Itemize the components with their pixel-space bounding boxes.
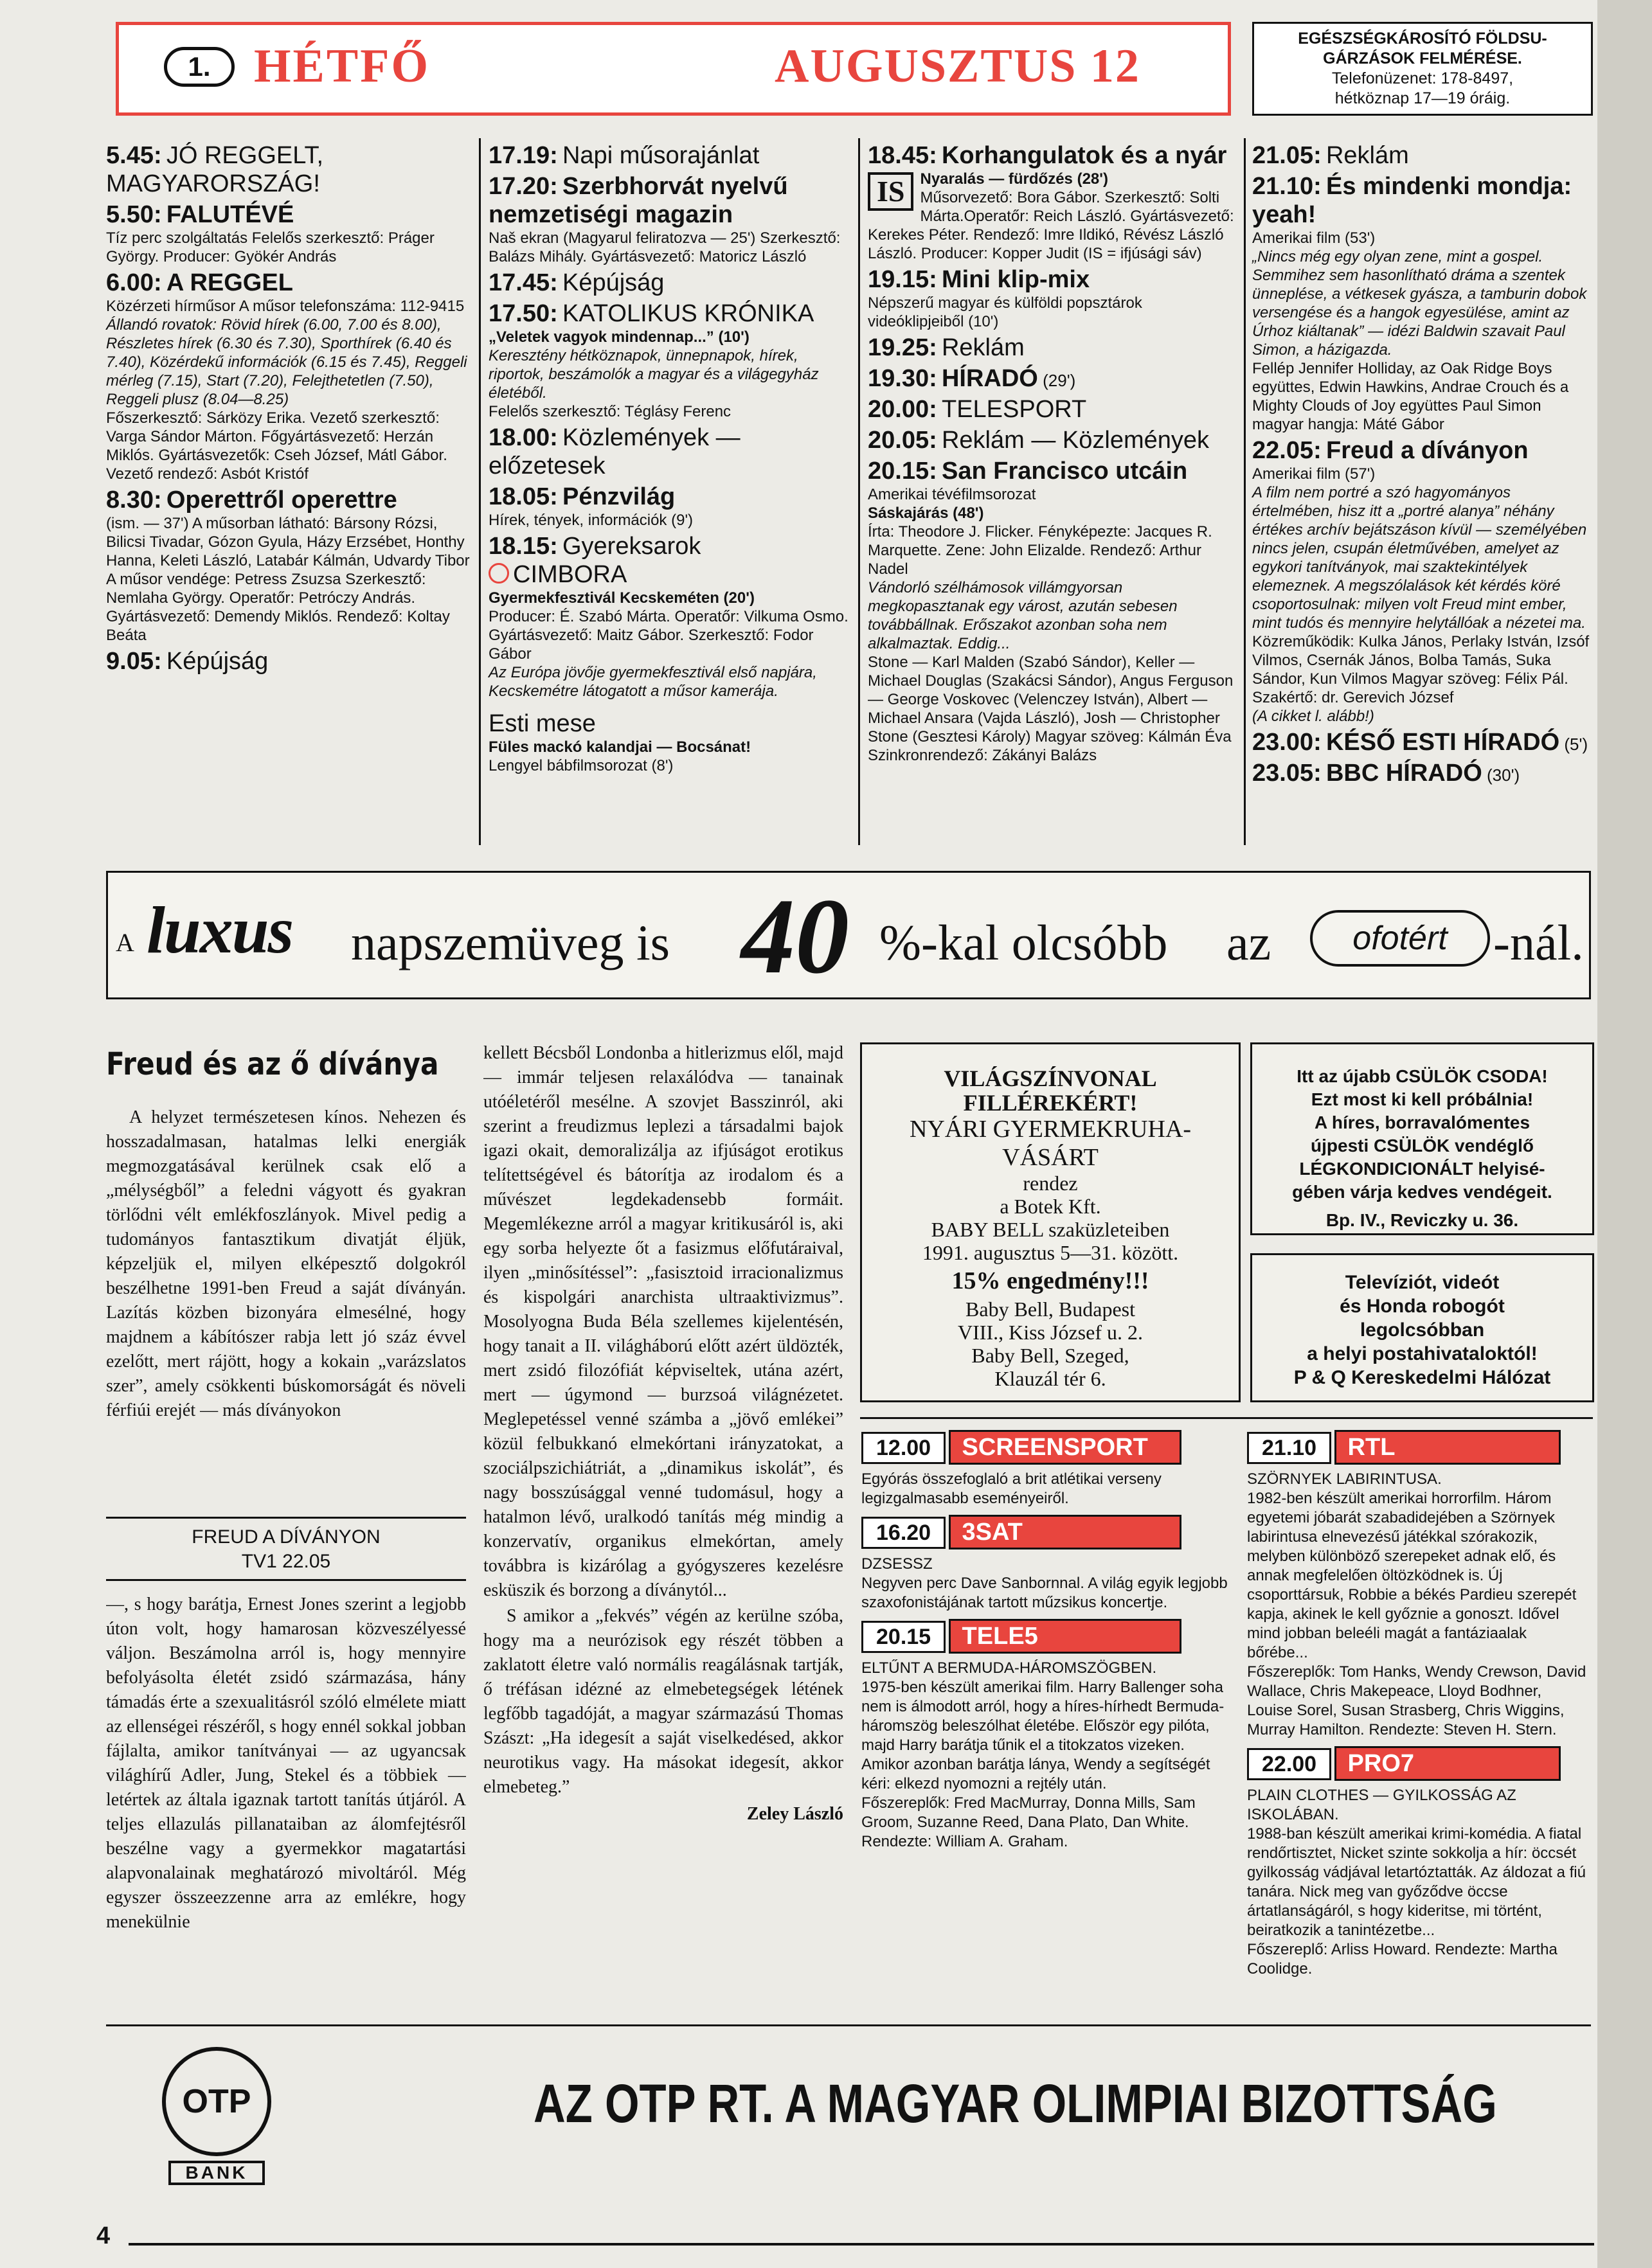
otp-logo-text: OTP — [182, 2083, 251, 2120]
channel-logo-text: 1. — [188, 51, 211, 82]
program-1719: 17.19: Napi műsorajánlat — [489, 142, 760, 169]
satellite-column-right — [1247, 1430, 1591, 1979]
sunglasses-ad — [106, 871, 1591, 999]
channel-tele5: 20.15 TELE5 ELTŰNT A BERMUDA-HÁROMSZÖGBEN. 1975-ben készült amerikai film. Harry Ballenger soha nem is álmodott arról, hogy a híres-hírhedt Bermuda-háromszög beleszólhat életébe. Először egy pilóta, majd Harry barátja tűnik el a titokzatos vizeken. Amikor azonban barátja lánya, Wendy a segítségét kéri: elkezd nyomozni a rejtély után. Főszereplők: Fred MacMurray, Donna Mills, Sam Groom, Suzanne Reed, Dana Plato, Dan White. Rendezte: William A. Graham. — [861, 1619, 1228, 1852]
program-550: 5.50: FALUTÉVÉ Tíz perc szolgáltatás Felelős szerkesztő: Práger György. Producer: Gyökér András — [106, 201, 435, 265]
program-1745: 17.45: Képújság — [489, 269, 665, 296]
program-2300: 23.00: KÉSŐ ESTI HÍRADÓ (5') — [1252, 729, 1588, 756]
footer-divider — [106, 2024, 1591, 2026]
program-2205: 22.05: Freud a díványon Amerikai film (57') A film nem portré a szó hagyományos értelmében, hisz itt a „portré alanya” néhány értékes archív bejátszáson kívül — személyében nincs jelen, csupán életművében, amelyet az egykori tanítványok, mai szaktekintélyek elemeznek. A megszólalások két kérdés köré csoportosulnak: milyen volt Freud mint ember, mint tudós és mennyire helytállóak a nézetei ma. Közreműködik: Kulka János, Perlaky István, Izsóf Vilmos, Csernák János, Bolba Tamás, Suka Sándor, Kun Vilmos Magyar szöveg: Félix Pál. Szakértő: dr. Gerevich József (A cikket l. alább!) — [1252, 437, 1590, 725]
header-banner — [116, 22, 1231, 116]
page-number: 4 — [96, 2222, 111, 2249]
program-1930: 19.30: HÍRADÓ (29') — [868, 365, 1076, 392]
ad-number: 40 — [741, 877, 849, 996]
program-1805: 18.05: Pénzvilág Hírek, tények, információk (9') — [489, 483, 694, 529]
program-1925: 19.25: Reklám — [868, 334, 1025, 361]
ad-a: A — [116, 928, 134, 957]
survey-hours: hétköznap 17—19 óráig. — [1334, 89, 1511, 107]
program-2105: 21.05: Reklám — [1252, 142, 1409, 169]
footer-rule — [129, 2243, 1594, 2246]
program-1800: 18.00: Közlemények — előzetesek — [489, 424, 741, 479]
article-column-1b: —, s hogy barátja, Ernest Jones szerint a legjobb úton volt, hogy hamarosan közveszélyessé váljon. Beszámolna arról is, hogy mennyire befolyásolta életét zsidó származása, hány támadás érte a szexualitásról szóló elmélete miatt az ellenségei részéről, s hogy ennél sokkal jobban fájlalta, amikor tanítványai — az ugyancsak világhírű Adler, Jung, Stekel és a többiek — letértek az általa igaznak tartott tanítás útjáról. A teljes ellazulás pillanataiban az álomfejtésről beszélne vagy a gyermekkor magatartási alapvonalainak meghatározó mivoltáról. Még egyszer összeezzenne arra az emlékre, hogy menekülnie — [106, 1594, 466, 1932]
otp-slogan: AZ OTP RT. A MAGYAR OLIMPIAI BIZOTTSÁG — [534, 2073, 1497, 2134]
csulok-ad: Itt az újabb CSÜLÖK CSODA! Ezt most ki kell próbálnia! A híres, borravalómentes újpesti CSÜLÖK vendéglő LÉGKONDICIONÁLT helyisé- gében várja kedves vendégeit. Bp. IV., Reviczky u. 36. — [1250, 1042, 1594, 1235]
ofotert-logo — [1310, 910, 1490, 967]
program-1720: 17.20: Szerbhorvát nyelvű nemzetiségi magazin Naš ekran (Magyarul feliratozva — 25') Szerkesztő: Balázs Mihály. Gyártásvezető: Matoricz László — [489, 173, 841, 265]
tv-column-4 — [1252, 141, 1596, 790]
pq-ad: Televíziót, videót és Honda robogót legolcsóbban a helyi postahivataloktól! P & Q Kereskedelmi Hálózat — [1250, 1253, 1594, 1402]
tv-column-3 — [868, 141, 1237, 767]
caption-title: FREUD A DÍVÁNYON — [192, 1526, 381, 1548]
satellite-column-left — [861, 1430, 1228, 1852]
channel-logo — [164, 47, 235, 87]
program-1915: 19.15: Mini klip-mix Népszerű magyar és külföldi popsztárok videóklipjeiből (10') — [868, 266, 1142, 330]
channel-3sat: 16.20 3SAT DZSESSZ Negyven perc Dave Sanbornnal. A világ egyik legjobb szaxofonistájának tartott műzsikus koncertje. — [861, 1515, 1228, 1612]
channels-divider — [860, 1417, 1593, 1419]
page-edge — [1597, 0, 1652, 2268]
youth-band-badge: IS — [868, 172, 913, 211]
column-divider — [1244, 138, 1246, 845]
program-esti-mese: Esti mese Füles mackó kalandjai — Bocsánat! Lengyel bábfilmsorozat (8') — [489, 710, 751, 774]
tv-column-1 — [106, 141, 472, 678]
channel-pro7: 22.00 PRO7 PLAIN CLOTHES — GYILKOSSÁG AZ ISKOLÁBAN. 1988-ban készült amerikai krimi-komédia. A fiatal rendőrtisztet, Nicket szinte sokkolja a hír: öccsét gyilkosság vádjával letartóztatták. Az áldozat a fiú tanára. Nick meg van győződve öccse ártatlanságáról, s hogy kideritse, mi történt, beiratkozik a tanintézetbe... Főszereplő: Arliss Howard. Rendezte: Martha Coolidge. — [1247, 1746, 1591, 1979]
program-600: 6.00: A REGGEL Közérzeti hírműsor A műsor telefonszáma: 112-9415 Állandó rovatok: Rövid hírek (6.00, 7.00 és 8.00), Részletes hírek (6.30 és 7.30), Sporthírek (6.40 és 7.40), Közérdekű információk (6.15 és 7.45), Reggeli mérleg (7.15), Start (7.20), Felejthetetlen (7.50), Reggeli plusz (8.04—8.25) Főszerkesztő: Sárközy Erika. Vezető szerkesztő: Varga Sándor Márton. Főgyártásvezető: Herzán Miklós. Gyártásvezetők: Cseh József, Mátl Gábor. Vezető rendező: Asbót Kristóf — [106, 269, 467, 483]
header-day: HÉTFŐ — [254, 40, 431, 93]
program-1750: 17.50: KATOLIKUS KRÓNIKA „Veletek vagyok mindennap...” (10') Keresztény hétköznapok, ünnepnapok, hírek, riportok, beszámolók a magyar és a világegyház életéből. Felelős szerkesztő: Téglásy Ferenc — [489, 300, 819, 420]
otp-bank-label: BANK — [168, 2161, 265, 2185]
program-905: 9.05: Képújság — [106, 648, 269, 675]
survey-notice — [1252, 22, 1593, 116]
ad-luxus: luxus — [147, 893, 293, 967]
ad-text-2: %-kal olcsóbb — [879, 915, 1168, 970]
channel-screensport: 12.00 SCREENSPORT Egyórás összefoglaló a brit atlétikai verseny legizgalmasabb eseményeiről. — [861, 1430, 1228, 1508]
survey-phone: Telefonüzenet: 178-8497, — [1331, 69, 1514, 87]
cimbora-circle-icon — [489, 563, 509, 584]
program-2305: 23.05: BBC HÍRADÓ (30') — [1252, 760, 1520, 787]
program-1845: 18.45: Korhangulatok és a nyár IS Nyaralás — fürdőzés (28') Műsorvezető: Bora Gábor. Szerkesztő: Solti Márta.Operatőr: Reich László. Gyártásvezető: Kerekes Péter. Rendező: Imre Ildikó, Révész László László. Producer: Kopper Judit (IS = ifjúsági sáv) — [868, 142, 1234, 262]
tv-column-2 — [489, 141, 852, 778]
column-divider — [858, 138, 860, 845]
caption-slot: TV1 22.05 — [241, 1551, 331, 1572]
program-830: 8.30: Operettről operettre (ism. — 37') A műsorban látható: Bársony Rózsi, Bilicsi Tivadar, Gózon Gyula, Házy Erzsébet, Honthy Hanna, Keleti László, Latabár Kálmán, Udvardy Tibor A műsor vendége: Petress Zsuzsa Szerkesztő: Nemlaha György. Operatőr: Petróczy András. Gyártásvezető: Demendy Miklós. Rendező: Koltay Beáta — [106, 487, 470, 644]
otp-logo — [162, 2047, 271, 2156]
program-2110: 21.10: És mindenki mondja: yeah! Amerikai film (53') „Nincs még egy olyan zene, mint a gospel. Semmihez sem hasonlítható dráma a szentek ünneplése, a vétkesek gyásza, a tamburin dobok versengése és a hangok egyesülése, amint az Úrhoz kiáltanak” — idézi Baldwin szavait Paul Simon, a házigazda. Fellép Jennifer Holliday, az Oak Ridge Boys együttes, Edwin Hawkins, Andrae Crouch és a Mighty Clouds of Joy együttes Paul Simon magyar hangja: Máté Gábor — [1252, 173, 1587, 433]
channel-rtl: 21.10 RTL SZÖRNYEK LABIRINTUSA. 1982-ben készült amerikai horrorfilm. Három egyetemi jóbarát szabadidejében a Szörnyek labirintusa elnevezésű játékkal szórakozik, melyben különböző szerepeket adnak elő, és annak megfelelően öltözködnek is. Új csoporttársuk, Robbie a békés Pardieu szerepét kapja, akinek le kell győznie a gonoszt. Idővel mind jobban beleéli magát a fantáziaalak bőrébe... Főszereplők: Tom Hanks, Wendy Crewson, David Wallace, Chris Makepeace, Lloyd Bodhner, Louise Sorel, Susan Strasberg, Chris Wiggins, Murray Hamilton. Rendezte: Steven H. Stern. — [1247, 1430, 1591, 1740]
survey-title: EGÉSZSÉGKÁROSÍTÓ FÖLDSU- GÁRZÁSOK FELMÉRÉSE. — [1298, 30, 1547, 67]
program-2005: 20.05: Reklám — Közlemények — [868, 427, 1210, 454]
program-1815: 18.15: Gyereksarok CIMBORA Gyermekfesztivál Kecskeméten (20') Producer: É. Szabó Márta. Operatőr: Vilkuma Osmo. Gyártásvezető: Maitz Gábor. Szerkesztő: Fodor Gábor Az Európa jövője gyermekfesztivál első napjára, Kecskemétre látogatott a műsor kamerája. — [489, 533, 848, 700]
program-2000: 20.00: TELESPORT — [868, 396, 1087, 423]
article-title: Freud és az ő díványa — [106, 1046, 439, 1082]
ad-text-1: napszemüveg is — [351, 915, 670, 970]
article-column-2: kellett Bécsből Londonba a hitlerizmus elől, majd — immár teljesen relaxálódva — tanainak utóéletéről mesélne. A szovjet Basszinról, aki szerint a freudizmus leplezi a társadalmi bajok igazi okait, demoralizálja az ifjúságot erotikus telítettségével és bátorítja az irodalom és a művészet legdekadensebb formáit. Megemlékezne arról a magyar kritikusáról is, aki egy sorba helyezte őt a fasizmus előfutáraival, ilyen „minősítéssel”: „fasisztoid irracionalizmus és kispolgári anarchista ultraaktivizmus”. Mosolyogna Buda Béla szellemes kijelentésén, hogy tanait a II. világháború előtt azért üldözték, mert zsidó filozófiát képviseltek, utána azért, mert — úgymond — burzsoá világnézetet. Meglepetéssel venné számba a „jövő emlékei” közül felbukkanó elmekórtani irányzatokat, a szociálpszichiátriát, a „dinamikus iskolát”, és nagy bosszúsággal venné tudomásul, hogy a hatalmon lévő, uralkodó tanítás még mindig a konzervatív, organikus elmekórtan, amely továbbra is kizárólag a gyógyszeres kezelésre esküszik és borzong a díványtól... S amikor a „fekvés” végén az kerülne szóba, hogy ma a neurózisok egy részét többen a zaklatott életre való normális reagálásnak tartják, ő tréfásan idézné az elmebetegségek létének legfőbb tagadóját, a magyar származású Thomas Szászt: „Ha idegesít a saját viselkedésed, akkor neurotikus vagy. Ha másokat idegesít, akkor elmebeteg.” Zeley László — [483, 1041, 843, 2005]
program-545: 5.45: JÓ REGGELT, MAGYARORSZÁG! — [106, 142, 324, 197]
ofotert-logo-text: ofotért — [1352, 920, 1448, 957]
article-author: Zeley László — [746, 1804, 843, 1824]
header-date: AUGUSZTUS 12 — [775, 40, 1140, 93]
ad-text-3: -nál. — [1493, 915, 1584, 970]
article-column-1a: A helyzet természetesen kínos. Nehezen és hosszadalmasan, hatalmas lelki energiák megmozgatásával kerülnek csak elő a „mélységből” a feledni vágyott és gyakran törlődni vélt emlékfoszlányok. Mivel pedig a tudományos fantasztikum divatját éljük, képzeljük el, milyen elképesztő dolgokról beszélhetne 1991-ben Freud a saját díványán. Lazítás közben bizonyára elmesélné, hogy majdnem a kábítószer rabja lett jó száz évvel ezelőtt, mert rájött, hogy a kokain „varázslatos szer”, amely csökkenti búskomorságát és növeli férfiúi erejét — más díványokon — [106, 1107, 466, 1420]
ad-az: az — [1226, 915, 1271, 970]
program-2015: 20.15: San Francisco utcáin Amerikai tévéfilmsorozat Sáskajárás (48') Írta: Theodore J. Flicker. Fényképezte: Jacques R. Marquette. Zene: John Elizalde. Rendező: Arthur Nadel Vándorló szélhámosok villámgyorsan megkopasztanak egy várost, azután sebesen továbbállnak. Erőszakot azonban soha nem alkalmaztak. Eddig... Stone — Karl Malden (Szabó Sándor), Keller — Michael Douglas (Szakácsi Sándor), Angus Ferguson — George Voskovec (Velenczey István), Albert — Michael Ansara (Vajda László), Josh — Christopher Stone (Gesztesi Károly) Magyar szöveg: Kálmán Éva Szinkronrendező: Zákányi Balázs — [868, 458, 1234, 764]
article-caption-box — [106, 1517, 466, 1581]
column-divider — [479, 138, 481, 845]
babybell-ad: VILÁGSZÍNVONAL FILLÉREKÉRT! NYÁRI GYERMEKRUHA- VÁSÁRT rendez a Botek Kft. BABY BELL szaküzleteiben 1991. augusztus 5—31. között. 15% engedmény!!! Baby Bell, Budapest VIII., Kiss József u. 2. Baby Bell, Szeged, Klauzál tér 6. — [860, 1042, 1241, 1402]
